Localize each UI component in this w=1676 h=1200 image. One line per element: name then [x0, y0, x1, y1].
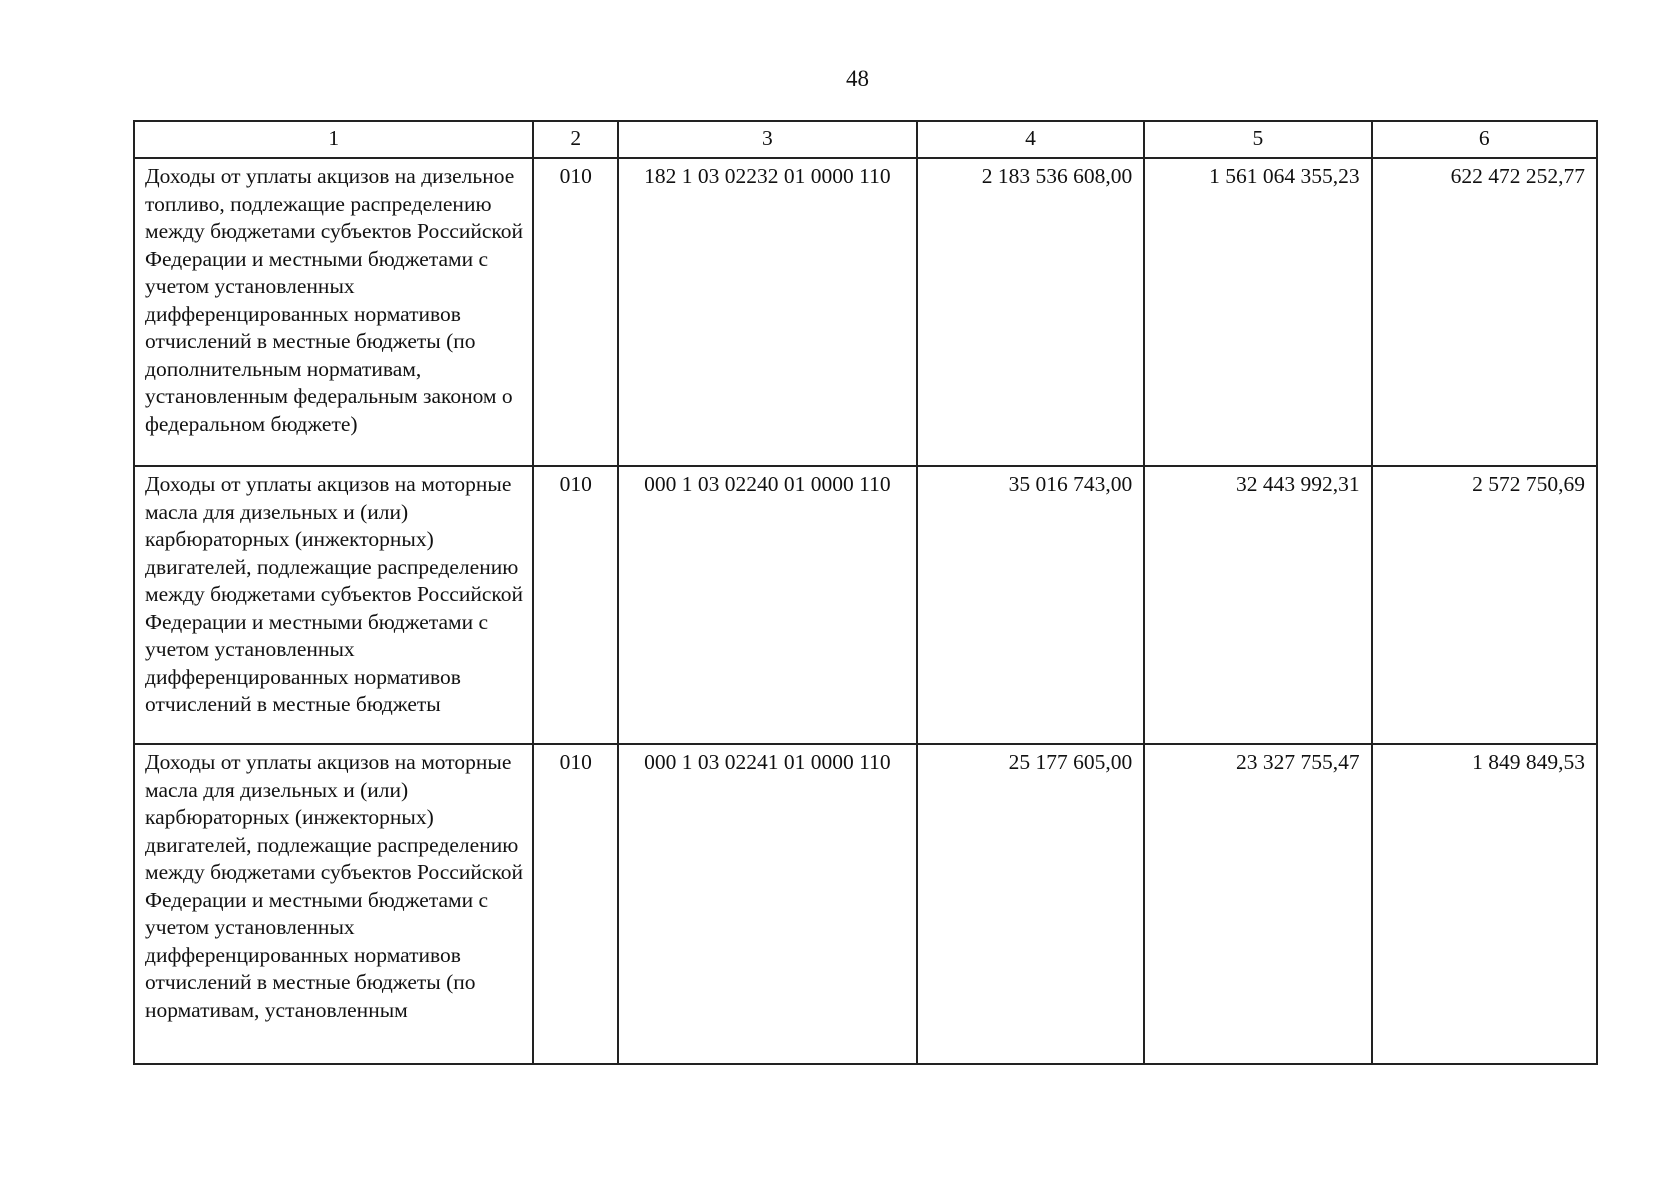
- amount-col6: 2 572 750,69: [1372, 466, 1597, 744]
- amount-col5: 23 327 755,47: [1144, 744, 1371, 1064]
- column-header: 6: [1372, 121, 1597, 158]
- amount-col6: 622 472 252,77: [1372, 158, 1597, 466]
- column-header: 1: [134, 121, 533, 158]
- column-header: 4: [917, 121, 1144, 158]
- page-number: 48: [846, 66, 869, 91]
- income-description: Доходы от уплаты акцизов на моторные масла для дизельных и (или) карбюраторных (инжекторных) двигателей, подлежащие распределению между бюджетами субъектов Российской Федерации и местными бюджетами с учетом установленных дифференцированных нормативов отчислений в местные бюджеты: [134, 466, 533, 744]
- amount-col5: 32 443 992,31: [1144, 466, 1371, 744]
- amount-col4: 2 183 536 608,00: [917, 158, 1144, 466]
- amount-col4: 25 177 605,00: [917, 744, 1144, 1064]
- budget-table: [133, 120, 1598, 1065]
- income-description: Доходы от уплаты акцизов на моторные масла для дизельных и (или) карбюраторных (инжекторных) двигателей, подлежащие распределению между бюджетами субъектов Российской Федерации и местными бюджетами с учетом установленных дифференцированных нормативов отчислений в местные бюджеты (по нормативам, установленным: [134, 744, 533, 1064]
- column-header: 3: [618, 121, 917, 158]
- amount-col6: 1 849 849,53: [1372, 744, 1597, 1064]
- line-code: 010: [533, 744, 618, 1064]
- column-header: 2: [533, 121, 618, 158]
- table-row: [134, 744, 1597, 1064]
- budget-classification-code: 182 1 03 02232 01 0000 110: [618, 158, 917, 466]
- column-header: 5: [1144, 121, 1371, 158]
- table-row: [134, 466, 1597, 744]
- budget-classification-code: 000 1 03 02241 01 0000 110: [618, 744, 917, 1064]
- budget-classification-code: 000 1 03 02240 01 0000 110: [618, 466, 917, 744]
- line-code: 010: [533, 158, 618, 466]
- line-code: 010: [533, 466, 618, 744]
- amount-col5: 1 561 064 355,23: [1144, 158, 1371, 466]
- table-header-row: [134, 121, 1597, 158]
- income-description: Доходы от уплаты акцизов на дизельное топливо, подлежащие распределению между бюджетами субъектов Российской Федерации и местными бюджетами с учетом установленных дифференцированных нормативов отчислений в местные бюджеты (по дополнительным нормативам, установленным федеральным законом о федеральном бюджете): [134, 158, 533, 466]
- table-row: [134, 158, 1597, 466]
- amount-col4: 35 016 743,00: [917, 466, 1144, 744]
